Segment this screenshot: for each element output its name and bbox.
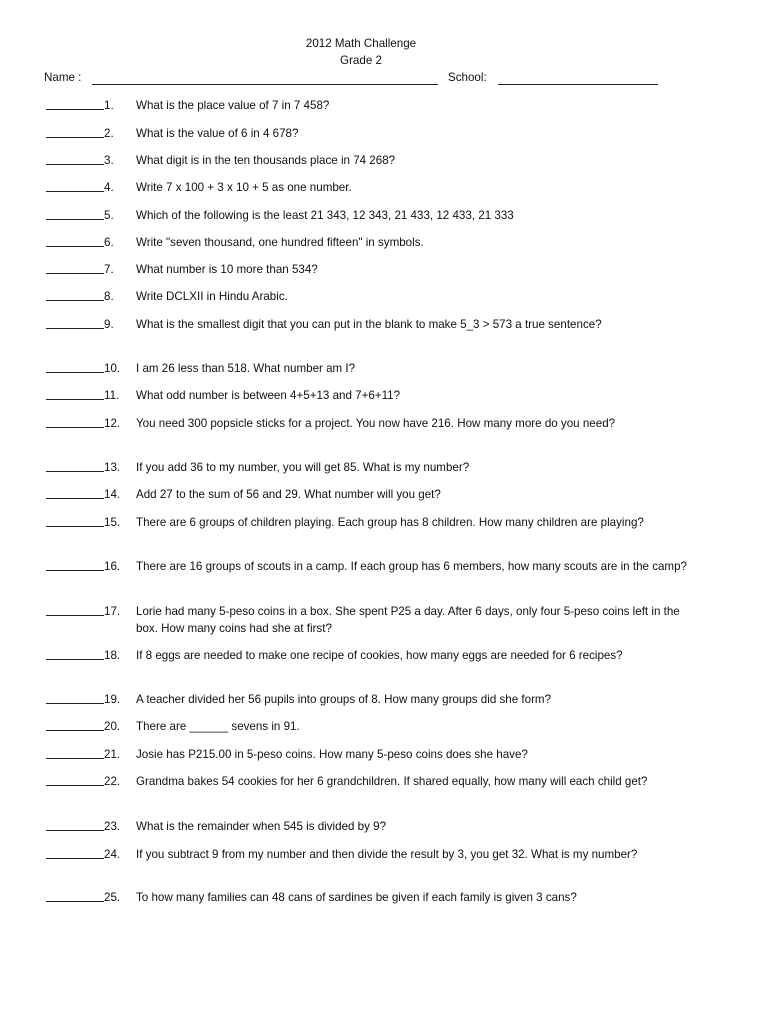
question-number: 4. (104, 181, 114, 194)
answer-blank[interactable] (46, 191, 104, 192)
answer-blank[interactable] (46, 659, 104, 660)
question-text: If you add 36 to my number, you will get 85. What is my number? (136, 461, 470, 474)
answer-blank[interactable] (46, 471, 104, 472)
question-text: What digit is in the ten thousands place in 74 268? (136, 154, 396, 167)
answer-blank[interactable] (46, 730, 104, 731)
question-text: Write "seven thousand, one hundred fifteen" in symbols. (136, 236, 424, 249)
question-text: Which of the following is the least 21 343, 12 343, 21 433, 12 433, 21 333 (136, 209, 514, 222)
name-field[interactable] (92, 84, 438, 85)
answer-blank[interactable] (46, 246, 104, 247)
answer-blank[interactable] (46, 164, 104, 165)
question-text: Add 27 to the sum of 56 and 29. What number will you get? (136, 488, 441, 501)
answer-blank[interactable] (46, 372, 104, 373)
question-text: Grandma bakes 54 cookies for her 6 grandchildren. If shared equally, how many will each child get? (136, 775, 648, 788)
question-text: I am 26 less than 518. What number am I? (136, 362, 356, 375)
question-number: 15. (104, 516, 121, 529)
question-text: What is the place value of 7 in 7 458? (136, 99, 330, 112)
question-number: 17. (104, 605, 121, 618)
question-text: What is the smallest digit that you can put in the blank to make 5_3 > 573 a true sentence? (136, 318, 602, 331)
question-text: What is the value of 6 in 4 678? (136, 127, 299, 140)
question-number: 16. (104, 560, 121, 573)
question-text: If 8 eggs are needed to make one recipe of cookies, how many eggs are needed for 6 recipes? (136, 649, 623, 662)
question-number: 25. (104, 891, 121, 904)
school-field[interactable] (498, 84, 658, 85)
name-school-row (44, 71, 694, 87)
question-text: Write DCLXII in Hindu Arabic. (136, 290, 288, 303)
question-number: 8. (104, 290, 114, 303)
answer-blank[interactable] (46, 427, 104, 428)
question-text: To how many families can 48 cans of sardines be given if each family is given 3 cans? (136, 891, 577, 904)
question-text: What is the remainder when 545 is divided by 9? (136, 820, 387, 833)
question-number: 10. (104, 362, 121, 375)
question-text: You need 300 popsicle sticks for a project. You now have 216. How many more do you need? (136, 417, 616, 430)
question-number: 7. (104, 263, 114, 276)
question-number: 20. (104, 720, 121, 733)
answer-blank[interactable] (46, 858, 104, 859)
question-number: 13. (104, 461, 121, 474)
question-text: What number is 10 more than 534? (136, 263, 318, 276)
grade-subtitle: Grade 2 (340, 54, 382, 67)
question-text: What odd number is between 4+5+13 and 7+6+11? (136, 389, 401, 402)
question-number: 14. (104, 488, 121, 501)
question-number: 1. (104, 99, 114, 112)
question-number: 12. (104, 417, 121, 430)
question-number: 2. (104, 127, 114, 140)
question-number: 11. (104, 389, 120, 402)
question-text: Lorie had many 5-peso coins in a box. She spent P25 a day. After 6 days, only four 5-peso coins left in the box. How many coins had she at first? (136, 605, 680, 635)
question-number: 3. (104, 154, 114, 167)
answer-blank[interactable] (46, 328, 104, 329)
question-number: 9. (104, 318, 114, 331)
question-number: 6. (104, 236, 114, 249)
answer-blank[interactable] (46, 570, 104, 571)
name-label: Name : (44, 71, 82, 84)
question-number: 23. (104, 820, 121, 833)
answer-blank[interactable] (46, 273, 104, 274)
answer-blank[interactable] (46, 300, 104, 301)
question-text: A teacher divided her 56 pupils into groups of 8. How many groups did she form? (136, 693, 552, 706)
question-text: There are 16 groups of scouts in a camp. If each group has 6 members, how many scouts are in the camp? (136, 560, 687, 573)
question-text: Josie has P215.00 in 5-peso coins. How many 5-peso coins does she have? (136, 748, 528, 761)
answer-blank[interactable] (46, 758, 104, 759)
answer-blank[interactable] (46, 703, 104, 704)
question-number: 22. (104, 775, 121, 788)
question-text: If you subtract 9 from my number and then divide the result by 3, you get 32. What is my number? (136, 848, 638, 861)
page-title: 2012 Math Challenge (305, 37, 417, 50)
answer-blank[interactable] (46, 399, 104, 400)
question-text: There are ______ sevens in 91. (136, 720, 300, 733)
question-text: There are 6 groups of children playing. Each group has 8 children. How many children are playing? (136, 516, 644, 529)
answer-blank[interactable] (46, 901, 104, 902)
answer-blank[interactable] (46, 219, 104, 220)
question-number: 19. (104, 693, 121, 706)
question-number: 5. (104, 209, 114, 222)
question-number: 18. (104, 649, 121, 662)
answer-blank[interactable] (46, 526, 104, 527)
answer-blank[interactable] (46, 830, 104, 831)
answer-blank[interactable] (46, 137, 104, 138)
answer-blank[interactable] (46, 109, 104, 110)
answer-blank[interactable] (46, 615, 104, 616)
school-label: School: (448, 71, 487, 84)
answer-blank[interactable] (46, 498, 104, 499)
question-number: 21. (104, 748, 121, 761)
question-text: Write 7 x 100 + 3 x 10 + 5 as one number. (136, 181, 352, 194)
answer-blank[interactable] (46, 785, 104, 786)
question-number: 24. (104, 848, 121, 861)
